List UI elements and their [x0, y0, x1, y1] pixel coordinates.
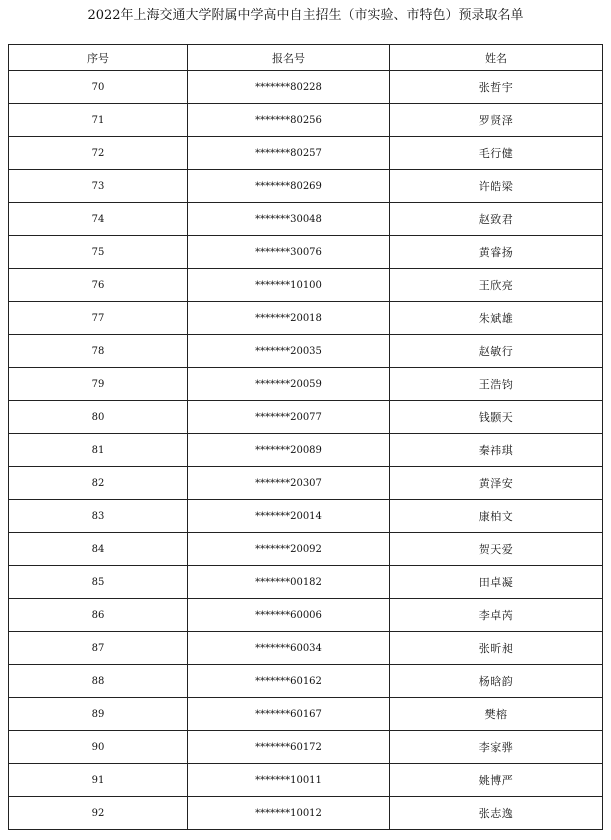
table-row	[9, 566, 603, 599]
cell-reg-no: *******80256	[188, 104, 390, 137]
cell-reg-no: *******80269	[188, 170, 390, 203]
table-row	[9, 203, 603, 236]
cell-seq: 88	[9, 665, 188, 698]
cell-seq: 80	[9, 401, 188, 434]
table-row	[9, 665, 603, 698]
table-row	[9, 71, 603, 104]
table-row	[9, 500, 603, 533]
cell-reg-no: *******20307	[188, 467, 390, 500]
table-row	[9, 632, 603, 665]
cell-name: 黄睿扬	[390, 236, 603, 269]
cell-reg-no: *******20035	[188, 335, 390, 368]
table-row	[9, 236, 603, 269]
cell-name: 王浩钧	[390, 368, 603, 401]
cell-reg-no: *******20014	[188, 500, 390, 533]
cell-name: 秦祎琪	[390, 434, 603, 467]
table-row	[9, 533, 603, 566]
table-row	[9, 302, 603, 335]
cell-reg-no: *******00182	[188, 566, 390, 599]
cell-name: 王欣亮	[390, 269, 603, 302]
table-row	[9, 797, 603, 830]
cell-name: 毛行健	[390, 137, 603, 170]
table-row	[9, 401, 603, 434]
cell-seq: 90	[9, 731, 188, 764]
table-row	[9, 368, 603, 401]
cell-name: 姚博严	[390, 764, 603, 797]
cell-name: 黄泽安	[390, 467, 603, 500]
cell-reg-no: *******10012	[188, 797, 390, 830]
cell-seq: 76	[9, 269, 188, 302]
header-name: 姓名	[390, 45, 603, 71]
cell-reg-no: *******80257	[188, 137, 390, 170]
cell-reg-no: *******60172	[188, 731, 390, 764]
cell-reg-no: *******60034	[188, 632, 390, 665]
table-row	[9, 764, 603, 797]
cell-reg-no: *******60006	[188, 599, 390, 632]
cell-name: 康柏文	[390, 500, 603, 533]
cell-seq: 83	[9, 500, 188, 533]
header-seq: 序号	[9, 45, 188, 71]
cell-name: 李卓芮	[390, 599, 603, 632]
cell-seq: 75	[9, 236, 188, 269]
cell-name: 田卓凝	[390, 566, 603, 599]
cell-reg-no: *******60162	[188, 665, 390, 698]
cell-name: 贺天爱	[390, 533, 603, 566]
cell-name: 许皓梁	[390, 170, 603, 203]
cell-reg-no: *******20077	[188, 401, 390, 434]
cell-seq: 86	[9, 599, 188, 632]
table-row	[9, 731, 603, 764]
cell-reg-no: *******30048	[188, 203, 390, 236]
cell-seq: 89	[9, 698, 188, 731]
cell-name: 张昕昶	[390, 632, 603, 665]
cell-reg-no: *******30076	[188, 236, 390, 269]
table-row	[9, 434, 603, 467]
table-row	[9, 269, 603, 302]
cell-reg-no: *******20092	[188, 533, 390, 566]
cell-name: 张哲宇	[390, 71, 603, 104]
table-row	[9, 137, 603, 170]
cell-seq: 84	[9, 533, 188, 566]
cell-reg-no: *******20059	[188, 368, 390, 401]
cell-seq: 70	[9, 71, 188, 104]
table-row	[9, 170, 603, 203]
cell-name: 李家骅	[390, 731, 603, 764]
cell-reg-no: *******10011	[188, 764, 390, 797]
cell-name: 朱斌雄	[390, 302, 603, 335]
cell-name: 赵敏行	[390, 335, 603, 368]
cell-reg-no: *******80228	[188, 71, 390, 104]
cell-seq: 92	[9, 797, 188, 830]
admission-list-table	[8, 44, 603, 830]
cell-seq: 81	[9, 434, 188, 467]
cell-seq: 82	[9, 467, 188, 500]
cell-reg-no: *******20089	[188, 434, 390, 467]
cell-seq: 72	[9, 137, 188, 170]
cell-seq: 79	[9, 368, 188, 401]
cell-seq: 71	[9, 104, 188, 137]
cell-seq: 73	[9, 170, 188, 203]
cell-seq: 77	[9, 302, 188, 335]
cell-seq: 91	[9, 764, 188, 797]
cell-seq: 78	[9, 335, 188, 368]
cell-name: 樊榕	[390, 698, 603, 731]
cell-seq: 85	[9, 566, 188, 599]
cell-seq: 74	[9, 203, 188, 236]
cell-seq: 87	[9, 632, 188, 665]
table-body	[9, 71, 603, 830]
table-row	[9, 104, 603, 137]
table-row	[9, 467, 603, 500]
table-row	[9, 599, 603, 632]
table-row	[9, 335, 603, 368]
table-header-row	[9, 45, 603, 71]
cell-name: 张志逸	[390, 797, 603, 830]
cell-name: 罗贤泽	[390, 104, 603, 137]
cell-name: 钱颢天	[390, 401, 603, 434]
cell-name: 赵致君	[390, 203, 603, 236]
cell-reg-no: *******10100	[188, 269, 390, 302]
header-reg-no: 报名号	[188, 45, 390, 71]
cell-name: 杨晗韵	[390, 665, 603, 698]
cell-reg-no: *******60167	[188, 698, 390, 731]
table-row	[9, 698, 603, 731]
cell-reg-no: *******20018	[188, 302, 390, 335]
document-title: 2022年上海交通大学附属中学高中自主招生（市实验、市特色）预录取名单	[87, 8, 524, 23]
